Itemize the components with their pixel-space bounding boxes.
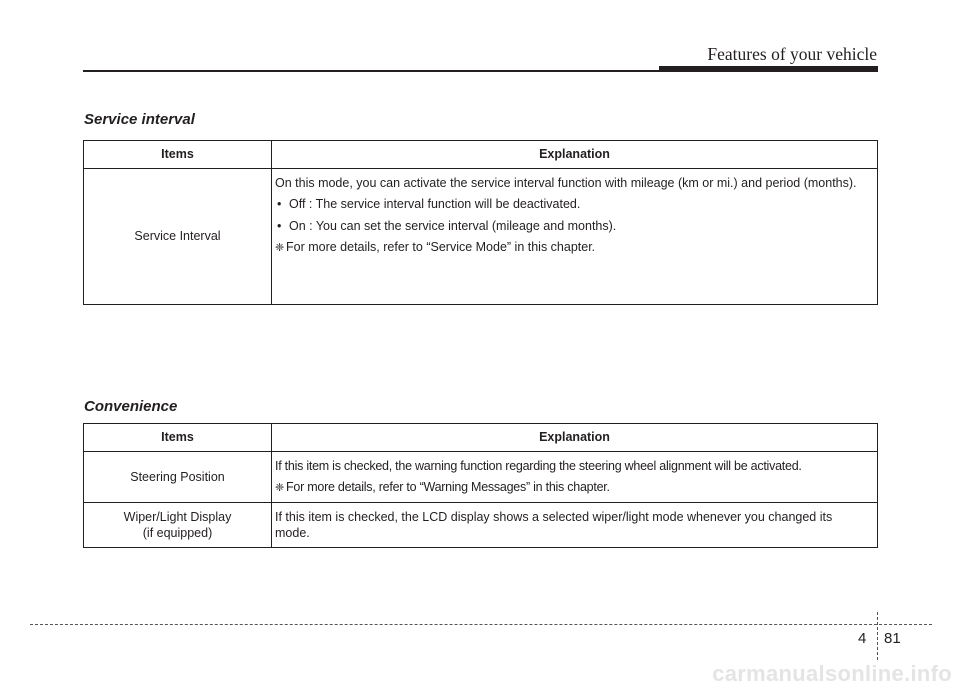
note-icon: ❈ <box>275 482 284 495</box>
list-item <box>275 196 869 212</box>
item-cell: Steering Position <box>84 452 272 503</box>
item-cell <box>84 502 272 548</box>
item-label: Wiper/Light Display <box>123 509 232 524</box>
note-text: For more details, refer to “Service Mode” in this chapter. <box>286 239 596 254</box>
column-header-explanation: Explanation <box>272 141 878 169</box>
explanation-cell <box>272 452 878 503</box>
item-cell: Service Interval <box>84 169 272 305</box>
note-icon: ❈ <box>275 241 285 254</box>
table-header-row <box>84 424 878 452</box>
table-row <box>84 169 878 305</box>
note <box>275 479 869 495</box>
chapter-number: 4 <box>858 630 867 647</box>
column-header-items: Items <box>84 141 272 169</box>
explanation-text: On this mode, you can activate the service interval function with mileage (km or mi.) and period (months). <box>275 176 857 190</box>
bullet-icon: • <box>277 197 282 212</box>
bullet-text: On : You can set the service interval (mileage and months). <box>289 218 617 233</box>
explanation-cell <box>272 502 878 548</box>
header-title: Features of your vehicle <box>707 44 877 64</box>
table-row <box>84 502 878 548</box>
column-header-explanation: Explanation <box>272 424 878 452</box>
explanation-text: If this item is checked, the warning function regarding the steering wheel alignment will be activated. <box>275 459 802 473</box>
bullet-text: Off : The service interval function will be deactivated. <box>289 197 581 212</box>
table-row <box>84 452 878 503</box>
section-title-service-interval: Service interval <box>84 111 195 128</box>
list-item <box>275 218 869 234</box>
table-header-row <box>84 141 878 169</box>
bullet-icon: • <box>277 218 282 233</box>
convenience-table <box>83 423 878 548</box>
footer-divider <box>877 612 878 660</box>
note-text: For more details, refer to “Warning Messages” in this chapter. <box>286 480 610 495</box>
header-rule <box>83 70 659 72</box>
section-title-convenience: Convenience <box>84 398 178 415</box>
item-qualifier: (if equipped) <box>142 525 213 540</box>
note <box>275 239 869 255</box>
page-number: 81 <box>884 630 901 647</box>
watermark: carmanualsonline.info <box>712 661 952 686</box>
header-rule-accent <box>659 66 878 72</box>
explanation-text: If this item is checked, the LCD display shows a selected wiper/light mode whenever you changed its mode. <box>275 509 833 540</box>
footer-rule <box>30 624 932 625</box>
column-header-items: Items <box>84 424 272 452</box>
explanation-cell <box>272 169 878 305</box>
service-interval-table <box>83 140 878 305</box>
